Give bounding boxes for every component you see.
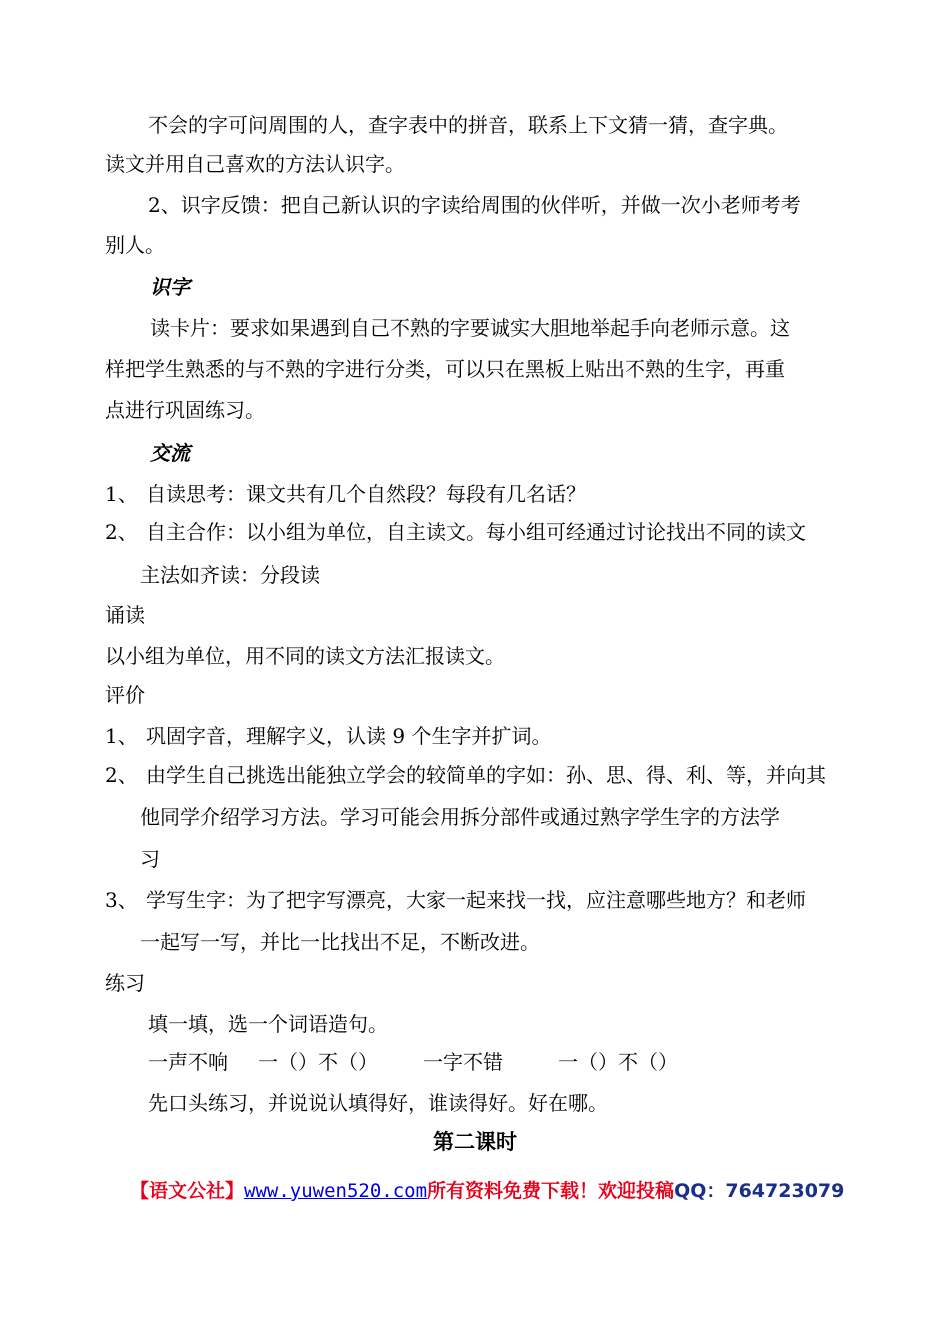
- footer-brand: 【语文公社】: [130, 1180, 245, 1202]
- list2-item-2-line-2: 他同学介绍学习方法。学习可能会用拆分部件或通过熟字学生字的方法学: [140, 805, 780, 829]
- heading-songdu: 诵读: [105, 603, 145, 627]
- paragraph-1-line-2: 读文并用自己喜欢的方法认识字。: [105, 152, 405, 176]
- footer-banner: [130, 1177, 844, 1205]
- list2-item-1-number: 1、: [105, 724, 138, 748]
- footer-text: 所有资料免费下载！欢迎投稿: [427, 1180, 675, 1202]
- paragraph-2-line-1: 2、识字反馈：把自己新认识的字读给周围的伙伴听，并做一次小老师考考: [148, 193, 801, 217]
- paragraph-3-line-1: 读卡片：要求如果遇到自己不熟的字要诚实大胆地举起手向老师示意。这: [150, 316, 790, 340]
- list2-item-2-line-3: 习: [140, 847, 160, 871]
- fill-item-b-blank: 一（）不（）: [558, 1050, 678, 1074]
- paragraph-2-line-2: 别人。: [105, 233, 165, 257]
- list1-item-2-line-2: 主法如齐读：分段读: [140, 563, 320, 587]
- list1-item-1-line-1: 自读思考：课文共有几个自然段？每段有几名话？: [146, 482, 586, 506]
- paragraph-3-line-2: 样把学生熟悉的与不熟的字进行分类，可以只在黑板上贴出不熟的生字，再重: [105, 357, 785, 381]
- list1-item-2-line-1: 自主合作：以小组为单位，自主读文。每小组可经通过讨论找出不同的读文: [146, 520, 806, 544]
- list1-item-2-number: 2、: [105, 520, 138, 544]
- paragraph-6: 先口头练习，并说说认填得好，谁读得好。好在哪。: [148, 1091, 608, 1115]
- list1-item-1-number: 1、: [105, 482, 138, 506]
- footer-url-link[interactable]: www.yuwen520.com: [244, 1180, 428, 1202]
- heading-lianxi: 练习: [105, 971, 145, 995]
- footer-qq: QQ：764723079: [674, 1180, 845, 1202]
- fill-item-b: 一字不错: [423, 1050, 503, 1074]
- paragraph-5: 填一填，选一个词语造句。: [148, 1012, 388, 1036]
- fill-item-a: 一声不响: [148, 1050, 228, 1074]
- paragraph-3-line-3: 点进行巩固练习。: [105, 398, 265, 422]
- list2-item-2-line-1: 由学生自己挑选出能独立学会的较简单的字如：孙、思、得、利、等，并向其: [146, 763, 826, 787]
- fill-item-a-blank: 一（）不（）: [258, 1050, 378, 1074]
- list2-item-2-number: 2、: [105, 763, 138, 787]
- list2-item-1-line-1: 巩固字音，理解字义，认读 9 个生字并扩词。: [146, 724, 552, 748]
- heading-shizi: 识字: [150, 275, 190, 299]
- paragraph-1-line-1: 不会的字可问周围的人，查字表中的拼音，联系上下文猜一猜，查字典。: [148, 113, 788, 137]
- heading-pingjia: 评价: [105, 683, 145, 707]
- list2-item-3-line-2: 一起写一写，并比一比找出不足，不断改进。: [140, 930, 540, 954]
- section-title: 第二课时: [433, 1129, 517, 1154]
- paragraph-4: 以小组为单位，用不同的读文方法汇报读文。: [105, 644, 505, 668]
- heading-jiaoliu: 交流: [150, 441, 190, 465]
- list2-item-3-line-1: 学写生字：为了把字写漂亮，大家一起来找一找，应注意哪些地方？和老师: [146, 888, 806, 912]
- list2-item-3-number: 3、: [105, 888, 138, 912]
